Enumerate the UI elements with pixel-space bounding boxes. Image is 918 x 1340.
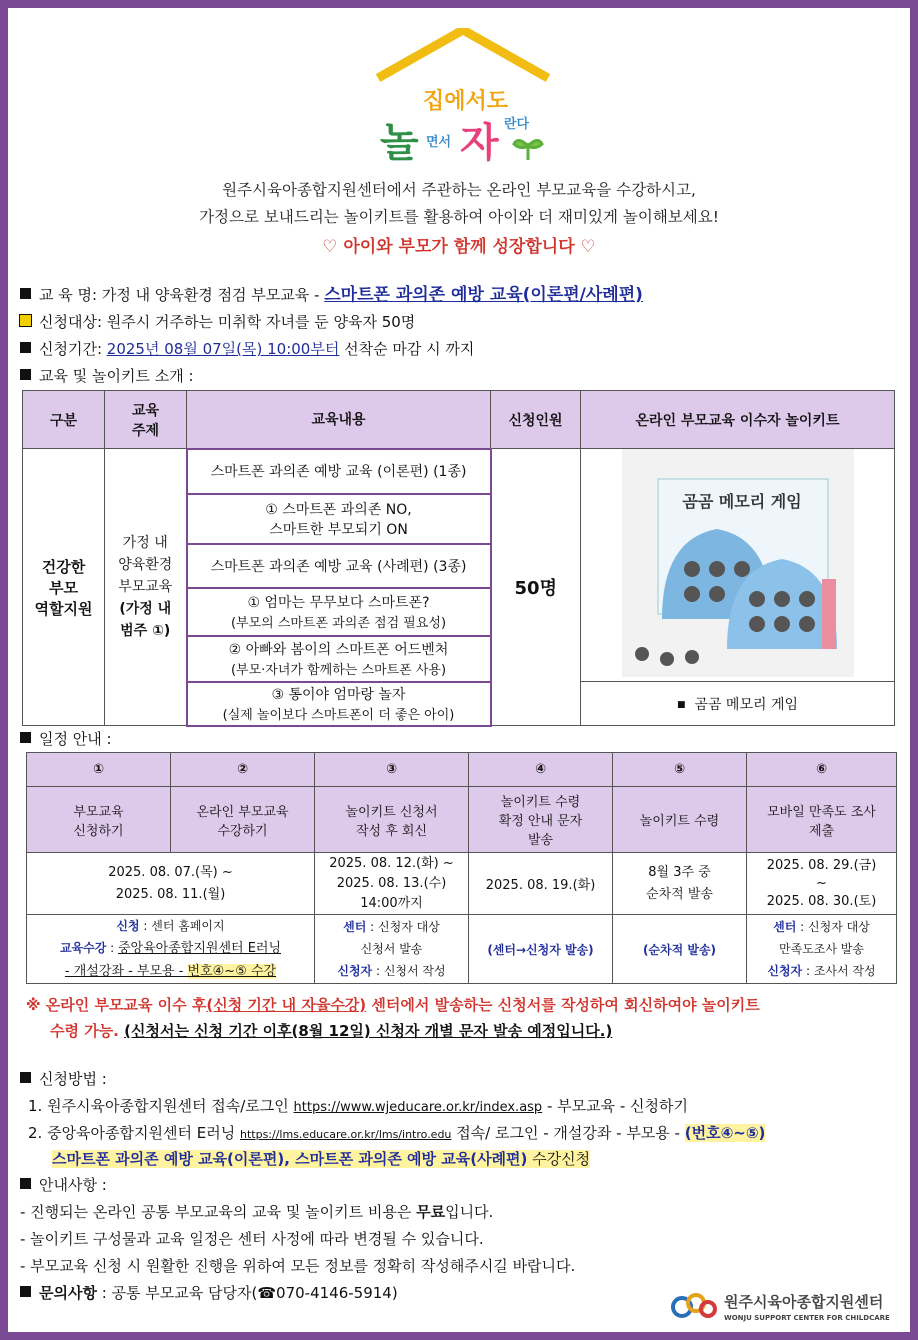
step-3-date: 2025. 08. 12.(화) ~ 2025. 08. 13.(수) 14:00까지 bbox=[315, 853, 469, 915]
center-logo-icon bbox=[668, 1285, 908, 1325]
schedule-heading-row bbox=[20, 728, 112, 749]
step-6-date: 2025. 08. 29.(금) ~ 2025. 08. 30.(토) bbox=[747, 853, 897, 915]
info-title-label: 교 육 명: 가정 내 양육환경 점검 부모교육 - bbox=[39, 286, 320, 304]
guide-item-1: - 진행되는 온라인 공통 부모교육의 교육 및 놀이키트 비용은 무료입니다. bbox=[20, 1203, 494, 1221]
step-1-title: 부모교육 신청하기 bbox=[27, 787, 171, 853]
step-6-num: ⑥ bbox=[747, 753, 897, 787]
step-3-note: 센터 : 신청자 대상 신청서 발송 신청자 : 신청서 작성 bbox=[315, 915, 469, 984]
apply-step-1: 1. 원주시육아종합지원센터 접속/로그인 https://www.wjeducare.or.kr/index.asp - 부모교육 - 신청하기 bbox=[28, 1097, 689, 1115]
case-item-3: ③ 통이야 엄마랑 놀자 (실제 놀이보다 스마트폰이 더 좋은 아이) bbox=[187, 682, 491, 726]
info-period-row bbox=[20, 338, 474, 359]
center-logo-name: 원주시육아종합지원센터 bbox=[724, 1293, 884, 1311]
apply-link-1[interactable]: https://www.wjeducare.or.kr/index.asp bbox=[293, 1100, 543, 1115]
case-item-2: ② 아빠와 봄이의 스마트폰 어드벤처 (부모·자녀가 함께하는 스마트폰 사용) bbox=[187, 636, 491, 682]
info-target-row bbox=[20, 311, 415, 332]
step-2-title: 온라인 부모교육 수강하기 bbox=[171, 787, 315, 853]
home-logo-icon bbox=[368, 28, 558, 178]
step-4-num: ④ bbox=[469, 753, 613, 787]
case-item-1: ① 엄마는 무무보다 스마트폰? (부모의 스마트폰 과의존 점검 필요성) bbox=[187, 588, 491, 636]
schedule-table bbox=[26, 752, 897, 984]
guide-item-2: - 놀이키트 구성물과 교육 일정은 센터 사정에 따라 변경될 수 있습니다. bbox=[20, 1230, 484, 1248]
logo-char1: 놀 bbox=[380, 120, 419, 166]
guide-heading-row bbox=[20, 1174, 107, 1195]
step-3-title: 놀이키트 신청서 작성 후 회신 bbox=[315, 787, 469, 853]
course-theory: 스마트폰 과의존 예방 교육 (이론편) (1종) bbox=[187, 449, 491, 495]
logo-char2: 자 bbox=[460, 120, 499, 166]
info-title-link[interactable]: 스마트폰 과의존 예방 교육(이론편/사례편) bbox=[324, 285, 643, 305]
center-logo-en: WONJU SUPPORT CENTER FOR CHILDCARE bbox=[724, 1314, 890, 1322]
step-6-note: 센터 : 신청자 대상 만족도조사 발송 신청자 : 조사서 작성 bbox=[747, 915, 897, 984]
step-1-2-date: 2025. 08. 07.(목) ~ 2025. 08. 11.(월) bbox=[27, 853, 315, 915]
apply-link-2[interactable]: https://lms.educare.or.kr/lms/intro.edu bbox=[240, 1128, 452, 1141]
applicant-count: 50명 bbox=[491, 449, 581, 726]
th-content: 교육내용 bbox=[187, 391, 491, 449]
step-2-num: ② bbox=[171, 753, 315, 787]
page bbox=[8, 8, 910, 1332]
category-cell: 건강한 부모 역할지원 bbox=[23, 449, 105, 726]
course-case: 스마트폰 과의존 예방 교육 (사례편) (3종) bbox=[187, 544, 491, 588]
schedule-heading: 일정 안내 : bbox=[39, 730, 112, 748]
th-category: 구분 bbox=[23, 391, 105, 449]
step-6-title: 모바일 만족도 조사 제출 bbox=[747, 787, 897, 853]
step-5-note: (순차적 발송) bbox=[613, 915, 747, 984]
guide-heading: 안내사항 : bbox=[39, 1176, 107, 1194]
notice: ※ 온라인 부모교육 이수 후(신청 기간 내 자율수강) 센터에서 발송하는 신청서를 작성하여 회신하여야 놀이키트 수령 가능. (신청서는 신청 기간 이후(8월 12일) 신청자 개별 문자 발송 예정입니다.) bbox=[26, 996, 760, 1040]
step-4-date: 2025. 08. 19.(화) bbox=[469, 853, 613, 915]
th-kit: 온라인 부모교육 이수자 놀이키트 bbox=[581, 391, 895, 449]
logo-tail: 란다 bbox=[504, 117, 530, 132]
kit-caption: ■ 곰곰 메모리 게임 bbox=[581, 682, 895, 726]
step-5-num: ⑤ bbox=[613, 753, 747, 787]
step-1-num: ① bbox=[27, 753, 171, 787]
contact-row bbox=[20, 1282, 398, 1303]
logo-small: 면서 bbox=[426, 135, 452, 150]
info-period-tail: 선착순 마감 시 까지 bbox=[344, 340, 475, 358]
info-intro-label: 교육 및 놀이키트 소개 : bbox=[39, 367, 194, 385]
step-4-note: (센터→신청자 발송) bbox=[469, 915, 613, 984]
th-applicants: 신청인원 bbox=[491, 391, 581, 449]
memory-game-kit-image bbox=[622, 449, 854, 677]
step-5-date: 8월 3주 중 순차적 발송 bbox=[613, 853, 747, 915]
topic-cell: 가정 내 양육환경 부모교육 (가정 내 범주 ①) bbox=[105, 449, 187, 726]
apply-heading-row bbox=[20, 1068, 107, 1089]
step-5-title: 놀이키트 수령 bbox=[613, 787, 747, 853]
kit-image-cell bbox=[581, 449, 895, 682]
intro-line1: 원주시육아종합지원센터에서 주관하는 온라인 부모교육을 수강하시고, bbox=[222, 181, 696, 199]
info-intro-row bbox=[20, 365, 194, 386]
intro-slogan: ♡ 아이와 부모가 함께 성장합니다 ♡ bbox=[322, 237, 596, 257]
program-table bbox=[22, 390, 895, 727]
guide-item-3: - 부모교육 신청 시 원활한 진행을 위하여 모든 정보를 정확히 작성해주시길 바랍니다. bbox=[20, 1257, 576, 1275]
contact-value: : 공통 부모교육 담당자(☎070-4146-5914) bbox=[96, 1284, 398, 1302]
logo-line1: 집에서도 bbox=[423, 89, 509, 114]
theory-item-1: ① 스마트폰 과의존 NO, 스마트한 부모되기 ON bbox=[187, 494, 491, 544]
intro-line2: 가정으로 보내드리는 놀이키트를 활용하여 아이와 더 재미있게 놀이해보세요! bbox=[199, 208, 719, 226]
contact-label: 문의사항 bbox=[39, 1284, 97, 1302]
info-period-date: 2025년 08월 07일(목) 10:00부터 bbox=[106, 340, 340, 358]
step-4-title: 놀이키트 수령 확정 안내 문자 발송 bbox=[469, 787, 613, 853]
step-1-2-note: 신청 : 센터 홈페이지 교육수강 : 중앙육아종합지원센터 E러닝 - 개설강좌 - 부모용 - 번호④~⑤ 수강 bbox=[27, 915, 315, 984]
info-period-label: 신청기간: bbox=[39, 340, 103, 358]
th-topic: 교육 주제 bbox=[105, 391, 187, 449]
apply-step-2-cont: 스마트폰 과의존 예방 교육(이론편), 스마트폰 과의존 예방 교육(사례편) 수강신청 bbox=[52, 1150, 591, 1168]
apply-step-2: 2. 중앙육아종합지원센터 E러닝 https://lms.educare.or.kr/lms/intro.edu 접속/ 로그인 - 개설강좌 - 부모용 - (번호④~⑤) bbox=[28, 1124, 766, 1142]
step-3-num: ③ bbox=[315, 753, 469, 787]
kit-box-title: 곰곰 메모리 게임 bbox=[681, 492, 802, 511]
info-target: 신청대상: 원주시 거주하는 미취학 자녀를 둔 양육자 50명 bbox=[39, 313, 416, 331]
apply-heading: 신청방법 : bbox=[39, 1070, 107, 1088]
info-title-row bbox=[20, 280, 643, 305]
